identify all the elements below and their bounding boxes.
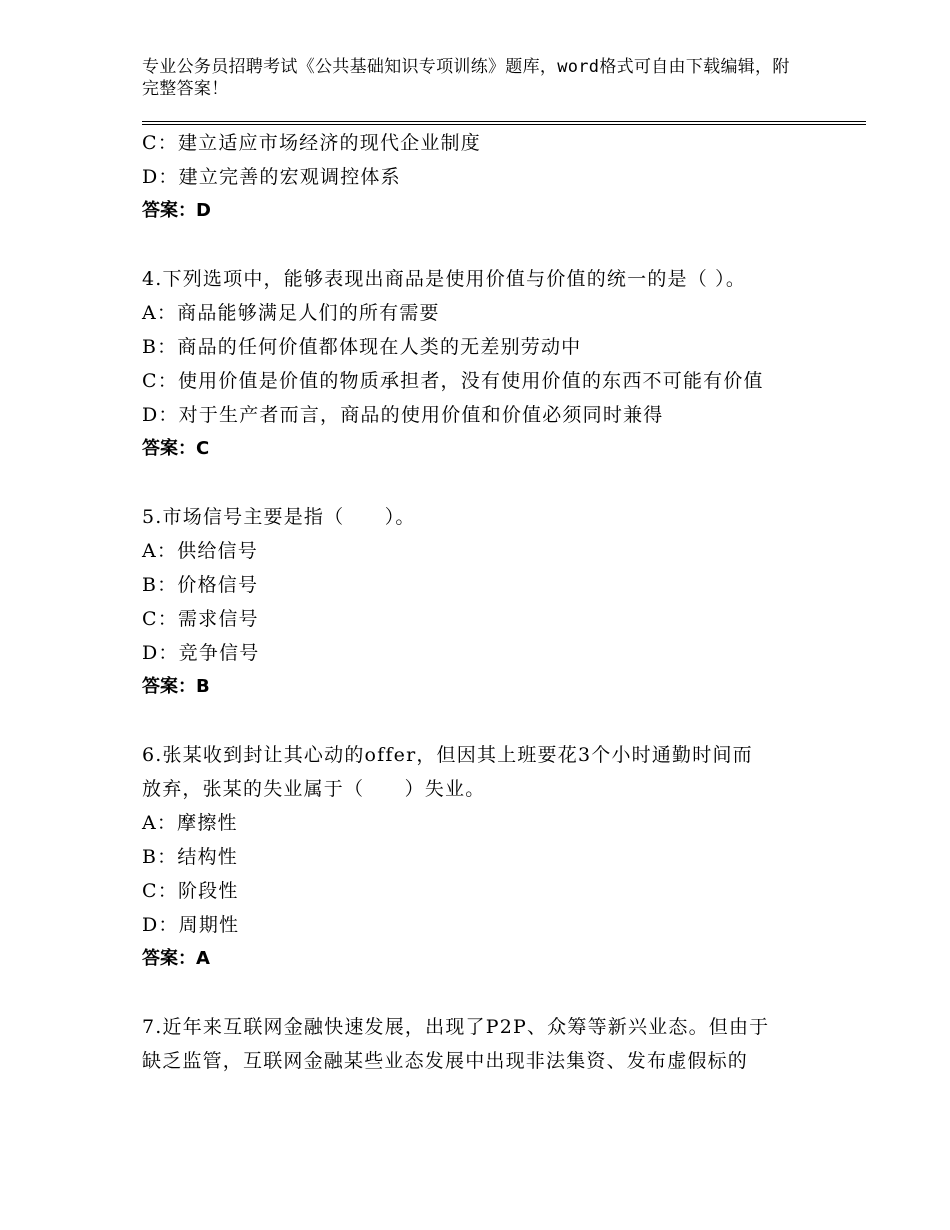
question-7 bbox=[142, 1010, 842, 1078]
header-text: 专业公务员招聘考试《公共基础知识专项训练》题库，word格式可自由下载编辑，附完整答案！ bbox=[142, 57, 790, 99]
question-list bbox=[142, 126, 842, 1078]
option-d: D：建立完善的宏观调控体系 bbox=[142, 166, 401, 188]
option-c: C：使用价值是价值的物质承担者，没有使用价值的东西不可能有价值 bbox=[142, 370, 764, 392]
option-d: D：周期性 bbox=[142, 914, 240, 936]
spacer bbox=[142, 704, 842, 738]
document-header bbox=[142, 56, 802, 100]
header-rule-top bbox=[142, 121, 866, 122]
question-stem-line-1: 6.张某收到封让其心动的offer，但因其上班要花3个小时通勤时间而 bbox=[142, 744, 753, 766]
header-rule-bottom bbox=[142, 124, 866, 125]
question-stem-line-2: 放弃，张某的失业属于（ ）失业。 bbox=[142, 778, 486, 800]
spacer bbox=[142, 228, 842, 262]
option-c: C：建立适应市场经济的现代企业制度 bbox=[142, 132, 481, 154]
question-stem: 4.下列选项中，能够表现出商品是使用价值与价值的统一的是（ ）。 bbox=[142, 268, 747, 290]
option-a: A：商品能够满足人们的所有需要 bbox=[142, 302, 440, 324]
question-stem: 5.市场信号主要是指（ ）。 bbox=[142, 506, 416, 528]
answer-label: 答案：B bbox=[142, 676, 210, 697]
option-b: B：商品的任何价值都体现在人类的无差别劳动中 bbox=[142, 336, 582, 358]
question-3-continued bbox=[142, 126, 842, 228]
option-c: C：阶段性 bbox=[142, 880, 239, 902]
option-d: D：竞争信号 bbox=[142, 642, 260, 664]
question-6 bbox=[142, 738, 842, 976]
question-stem-line-1: 7.近年来互联网金融快速发展，出现了P2P、众筹等新兴业态。但由于 bbox=[142, 1016, 770, 1038]
option-a: A：供给信号 bbox=[142, 540, 258, 562]
answer-label: 答案：A bbox=[142, 948, 210, 969]
answer-label: 答案：D bbox=[142, 200, 211, 221]
option-b: B：结构性 bbox=[142, 846, 238, 868]
answer-label: 答案：C bbox=[142, 438, 210, 459]
spacer bbox=[142, 976, 842, 1010]
option-a: A：摩擦性 bbox=[142, 812, 238, 834]
question-stem-line-2: 缺乏监管，互联网金融某些业态发展中出现非法集资、发布虚假标的 bbox=[142, 1050, 749, 1072]
question-5 bbox=[142, 500, 842, 704]
spacer bbox=[142, 466, 842, 500]
option-c: C：需求信号 bbox=[142, 608, 259, 630]
question-4 bbox=[142, 262, 842, 466]
option-b: B：价格信号 bbox=[142, 574, 259, 596]
option-d: D：对于生产者而言，商品的使用价值和价值必须同时兼得 bbox=[142, 404, 664, 426]
